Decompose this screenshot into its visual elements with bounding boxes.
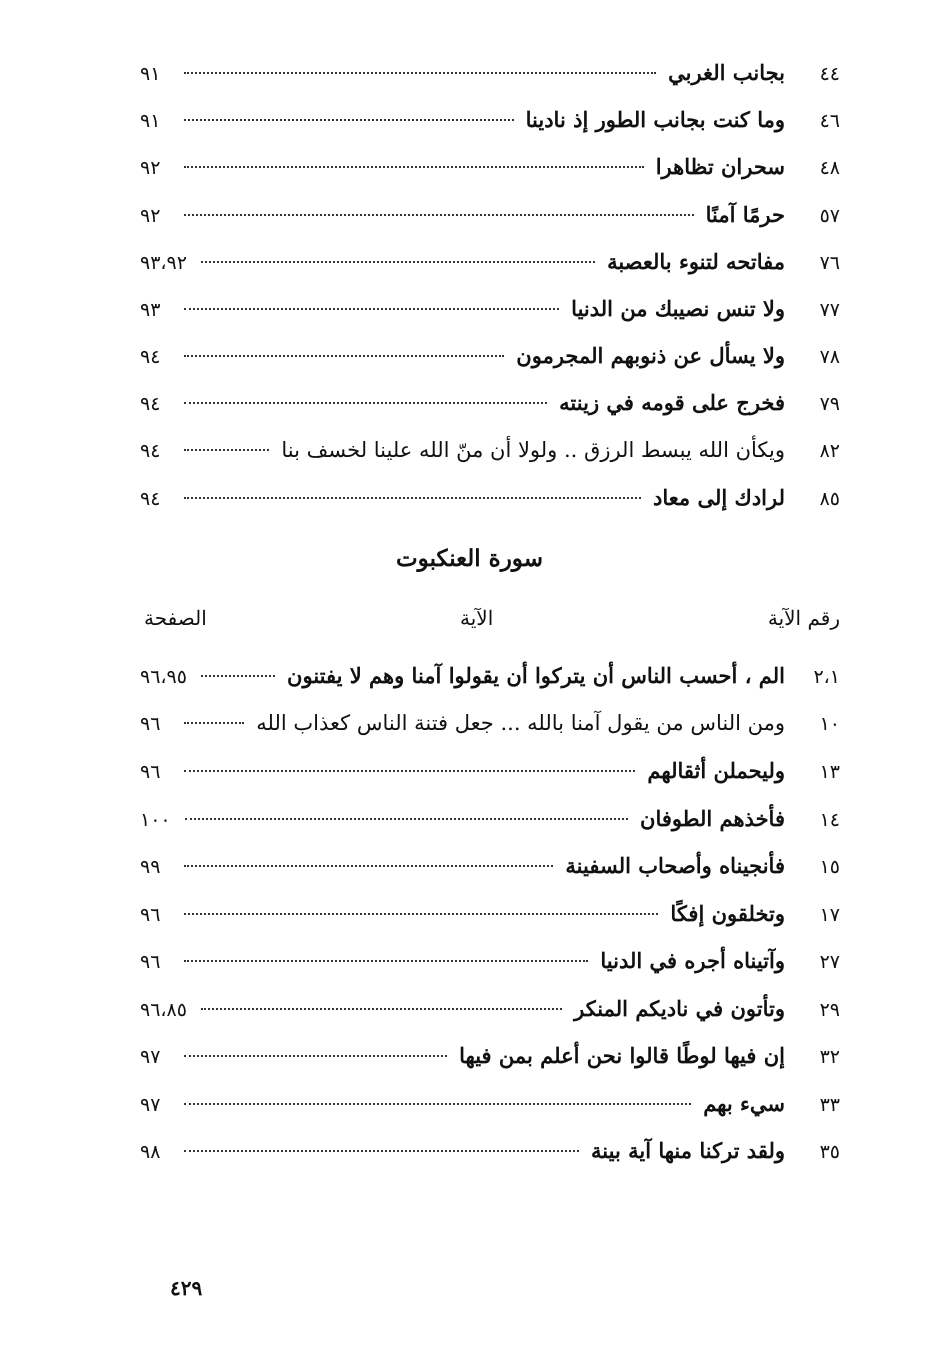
page-reference: ٩٦ xyxy=(140,761,161,783)
page-reference: ٩٤ xyxy=(140,346,161,369)
ayah-number: ٤٨ xyxy=(819,157,840,180)
column-header xyxy=(140,606,840,636)
leader-dots xyxy=(201,675,275,677)
leader-dots xyxy=(184,119,514,121)
ayah-text: وتخلقون إفكًا xyxy=(670,900,785,926)
page-reference: ٩٦ xyxy=(140,903,161,926)
leader-dots xyxy=(184,770,635,772)
leader-dots xyxy=(184,960,588,962)
ayah-number: ٢٧ xyxy=(819,951,840,973)
leader-dots xyxy=(184,308,559,310)
leader-dots xyxy=(184,402,547,404)
ayah-text: مفاتحه لتنوء بالعصبة xyxy=(607,248,785,274)
index-row xyxy=(140,60,840,107)
leader-dots xyxy=(184,1103,691,1105)
index-row xyxy=(140,296,840,343)
ayah-text: وتأتون في ناديكم المنكر xyxy=(574,995,785,1021)
ayah-number: ١٧ xyxy=(819,903,840,926)
index-row xyxy=(140,438,840,485)
ayah-text: بجانب الغربي xyxy=(668,60,785,85)
leader-dots xyxy=(184,166,644,168)
index-row xyxy=(140,107,840,154)
header-ayah-number: رقم الآية xyxy=(767,606,840,630)
page-reference: ٩٦،٩٥ xyxy=(140,666,187,688)
header-page: الصفحة xyxy=(144,606,207,630)
leader-dots xyxy=(184,1055,447,1057)
ayah-text: وليحملن أثقالهم xyxy=(647,758,785,783)
index-row xyxy=(140,249,840,296)
page-reference: ٩٤ xyxy=(140,487,161,510)
page-reference: ٩٧ xyxy=(140,1046,161,1068)
page-reference: ٩٨ xyxy=(140,1141,161,1163)
page-reference: ٩٦،٨٥ xyxy=(140,998,187,1021)
page-reference: ٩٢ xyxy=(140,204,161,227)
ayah-number: ١٣ xyxy=(819,761,840,783)
ayah-text: لرادك إلى معاد xyxy=(653,484,785,510)
ayah-text: ومن الناس من يقول آمنا بالله ... جعل فتنة الناس كعذاب الله xyxy=(256,710,785,735)
ayah-text: الم ، أحسب الناس أن يتركوا أن يقولوا آمنا وهم لا يفتنون xyxy=(287,663,785,688)
index-row xyxy=(140,853,840,901)
ayah-number: ٤٦ xyxy=(819,110,840,133)
ayah-number: ٥٧ xyxy=(819,204,840,227)
index-row xyxy=(140,1138,840,1186)
ayah-text: إن فيها لوطًا قالوا نحن أعلم بمن فيها xyxy=(459,1043,785,1068)
leader-dots xyxy=(184,865,553,867)
ayah-number: ٧٧ xyxy=(819,298,840,321)
index-row xyxy=(140,1091,840,1139)
index-row xyxy=(140,343,840,390)
ayah-number: ٤٤ xyxy=(819,63,840,85)
ayah-text: ويكأن الله يبسط الرزق .. ولولا أن منّ الله علينا لخسف بنا xyxy=(281,437,785,462)
ayah-text: وما كنت بجانب الطور إذ نادينا xyxy=(525,107,785,133)
ayah-number: ٧٨ xyxy=(819,346,840,369)
index-row xyxy=(140,806,840,854)
ayah-text: حرمًا آمنًا xyxy=(705,201,785,227)
ayah-text: فأخذهم الطوفان xyxy=(640,805,785,831)
ayah-number: ٧٦ xyxy=(819,251,840,274)
page-reference: ٩٣،٩٢ xyxy=(140,251,187,274)
leader-dots xyxy=(184,214,694,216)
ayah-number: ٢٩ xyxy=(819,998,840,1021)
page-reference: ٩٧ xyxy=(140,1093,161,1116)
index-row xyxy=(140,390,840,437)
leader-dots xyxy=(185,818,628,820)
leader-dots xyxy=(201,261,595,263)
ayah-text: وآتيناه أجره في الدنيا xyxy=(600,948,785,973)
ayah-number: ٨٥ xyxy=(819,487,840,510)
ayah-text: فخرج على قومه في زينته xyxy=(559,390,785,416)
index-row xyxy=(140,901,840,949)
ayah-text: ولقد تركنا منها آية بينة xyxy=(591,1138,785,1163)
leader-dots xyxy=(201,1008,562,1010)
leader-dots xyxy=(184,722,244,724)
page-reference: ٩١ xyxy=(140,110,161,133)
leader-dots xyxy=(184,1150,579,1152)
leader-dots xyxy=(184,449,269,451)
index-row xyxy=(140,663,840,711)
page-reference: ١٠٠ xyxy=(140,808,171,831)
page-reference: ٩٦ xyxy=(140,951,161,973)
ayah-text: فأنجيناه وأصحاب السفينة xyxy=(565,853,785,878)
ayah-number: ٣٢ xyxy=(819,1046,840,1068)
index-row xyxy=(140,996,840,1044)
ayah-number: ١٠ xyxy=(819,712,840,735)
ayah-number: ٧٩ xyxy=(819,393,840,416)
page-reference: ٩٦ xyxy=(140,712,161,735)
ayah-number: ٣٣ xyxy=(819,1093,840,1116)
index-row xyxy=(140,202,840,249)
ayah-text: سيء بهم xyxy=(703,1090,785,1116)
page-reference: ٩٣ xyxy=(140,298,161,321)
leader-dots xyxy=(184,913,658,915)
header-ayah: الآية xyxy=(460,606,494,630)
ayah-text: سحران تظاهرا xyxy=(655,154,785,180)
index-row xyxy=(140,711,840,759)
page-reference: ٩٤ xyxy=(140,439,161,462)
index-row xyxy=(140,758,840,806)
index-row xyxy=(140,948,840,996)
ayah-index-list-qasas xyxy=(140,60,840,532)
index-row xyxy=(140,485,840,532)
ayah-number: ١٥ xyxy=(819,856,840,878)
leader-dots xyxy=(184,72,656,74)
ayah-number: ٢،١ xyxy=(813,666,840,688)
page-reference: ٩١ xyxy=(140,63,161,85)
surah-title: سورة العنكبوت xyxy=(396,545,543,572)
page-reference: ٩٢ xyxy=(140,157,161,180)
ayah-text: ولا تنس نصيبك من الدنيا xyxy=(571,295,785,321)
ayah-number: ٣٥ xyxy=(819,1141,840,1163)
leader-dots xyxy=(184,497,641,499)
ayah-number: ١٤ xyxy=(819,808,840,831)
ayah-number: ٨٢ xyxy=(819,439,840,462)
page-reference: ٩٩ xyxy=(140,856,161,878)
page-reference: ٩٤ xyxy=(140,393,161,416)
index-row xyxy=(140,1043,840,1091)
ayah-text: ولا يسأل عن ذنوبهم المجرمون xyxy=(516,343,785,369)
page-number: ٤٢٩ xyxy=(170,1276,203,1300)
leader-dots xyxy=(184,355,504,357)
index-row xyxy=(140,154,840,201)
ayah-index-list-ankabut xyxy=(140,663,840,1186)
